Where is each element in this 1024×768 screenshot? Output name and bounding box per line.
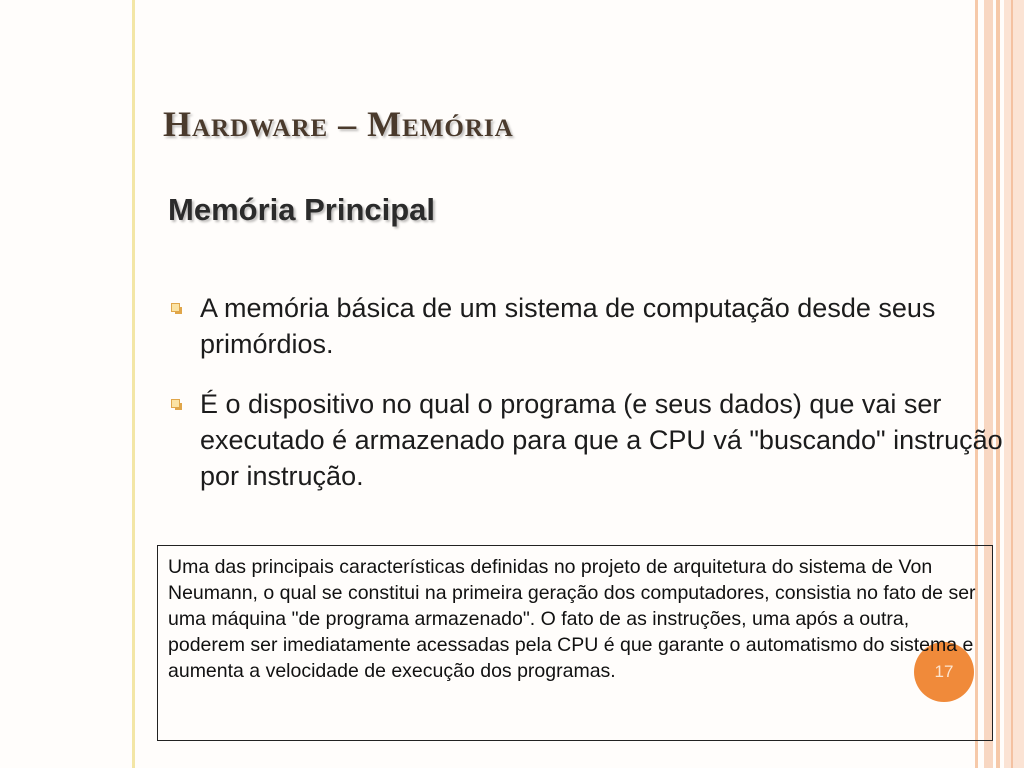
right-decor-stripe — [1011, 0, 1013, 768]
page-number: 17 — [934, 662, 954, 681]
note-text: Uma das principais características definidas no projeto de arquitetura do sistema de Von Neumann, o qual se constitui na primeira geração dos computadores, consistia no fato de ser uma máquina "de programa armazenado". O fato de as instruções, uma após a outra, poderem ser imediatamente acessadas pela CPU é que garante o automatismo do sistema e aumenta a velocidade de execução dos programas. — [168, 556, 976, 682]
right-decor-stripe — [996, 0, 1000, 768]
checkbox-bullet-icon — [171, 303, 180, 312]
bullet-item — [171, 386, 1011, 494]
bullet-item — [171, 290, 1011, 362]
note-box — [157, 545, 993, 741]
slide-title: Hardware – Memória — [163, 104, 514, 144]
bullet-text: É o dispositivo no qual o programa (e seus dados) que vai ser executado é armazenado para que a CPU vá "buscando" instrução por instrução. — [200, 389, 1003, 491]
bullet-text: A memória básica de um sistema de computação desde seus primórdios. — [200, 293, 936, 359]
checkbox-bullet-icon — [171, 399, 180, 408]
slide-subtitle: Memória Principal — [168, 192, 436, 227]
left-decor-stripe — [132, 0, 135, 768]
right-decor-stripe — [1004, 0, 1024, 768]
